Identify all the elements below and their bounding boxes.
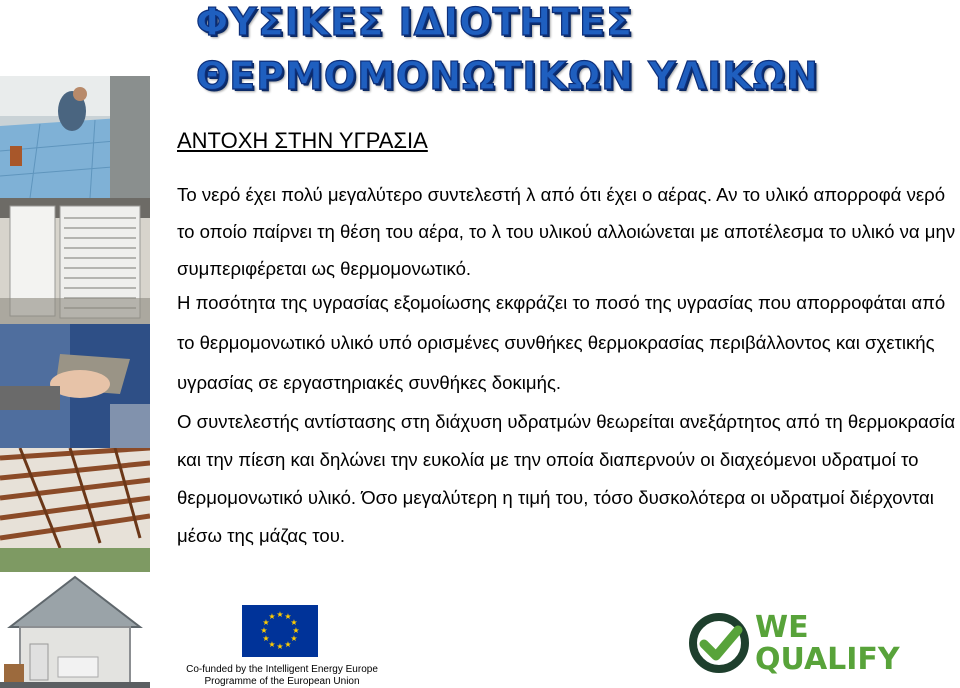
svg-text:★: ★ xyxy=(276,610,284,619)
svg-text:★: ★ xyxy=(262,634,270,643)
main-content xyxy=(177,126,960,555)
svg-text:★: ★ xyxy=(290,618,298,627)
svg-text:★: ★ xyxy=(290,634,298,643)
logo-qualify: QUALIFY xyxy=(755,642,900,677)
logo-we: WE xyxy=(755,610,809,645)
svg-text:★: ★ xyxy=(284,612,292,621)
window-shutters-photo xyxy=(0,198,150,324)
svg-text:★: ★ xyxy=(284,640,292,649)
eu-flag-icon xyxy=(242,605,318,657)
section-heading: ΑΝΤΟΧΗ ΣΤΗΝ ΥΓΡΑΣΙΑ xyxy=(177,128,428,153)
svg-text:★: ★ xyxy=(260,626,268,635)
house-illustration xyxy=(0,572,150,688)
pergola-photo xyxy=(0,448,150,572)
cofunded-line-2: Programme of the European Union xyxy=(204,676,360,687)
paragraph-equilibrium-moisture: Η ποσότητα της υγρασίας εξομοίωσης εκφράζει το ποσό της υγρασίας που απορροφάται από το θερμομονωτικό υλικό υπό ορισμένες συνθήκες θερμοκρασίας περιβάλλοντος και σχετικής υγρασίας σε εργαστηριακές συνθήκες δοκιμής. xyxy=(177,292,946,393)
title-line-1: ΦΥΣΙΚΕΣ ΙΔΙΟΤΗΤΕΣ xyxy=(196,0,634,44)
paragraph-vapour-diffusion: Ο συντελεστής αντίστασης στη διάχυση υδρατμών θεωρείται ανεξάρτητος από τη θερμοκρασία και την πίεση και δηλώνει την ευκολία με την οποία διαπερνούν οι διαχεόμενοι υδρατμοί το θερμομονωτικό υλικό. Όσο μεγαλύτερη η τιμή του, τόσο δυσκολότερα οι υδρατμοί διέρχονται μέσω της μάζας του. xyxy=(177,411,956,546)
paragraph-water-absorption: Το νερό έχει πολύ μεγαλύτερο συντελεστή λ από ότι έχει ο αέρας. Αν το υλικό απορροφά νερό το οποίο παίρνει τη θέση του αέρα, το λ του υλικού αλλοιώνεται με αποτέλεσμα το υλικό να μην συμπεριφέρεται ως θερμομονωτικό. xyxy=(177,184,956,279)
insulation-floor-photo xyxy=(0,76,150,198)
cofunded-caption xyxy=(182,664,382,688)
svg-text:★: ★ xyxy=(276,642,284,651)
svg-text:★: ★ xyxy=(268,612,276,621)
plastering-photo xyxy=(0,324,150,448)
cofunded-line-1: Co-funded by the Intelligent Energy Europe xyxy=(186,664,378,675)
svg-text:★: ★ xyxy=(262,618,270,627)
svg-text:★: ★ xyxy=(268,640,276,649)
svg-text:★: ★ xyxy=(292,626,300,635)
title-line-2: ΘΕΡΜΟΜΟΝΩΤΙΚΩΝ ΥΛΙΚΩΝ xyxy=(196,54,819,98)
we-qualify-checkmark-icon xyxy=(688,612,750,674)
